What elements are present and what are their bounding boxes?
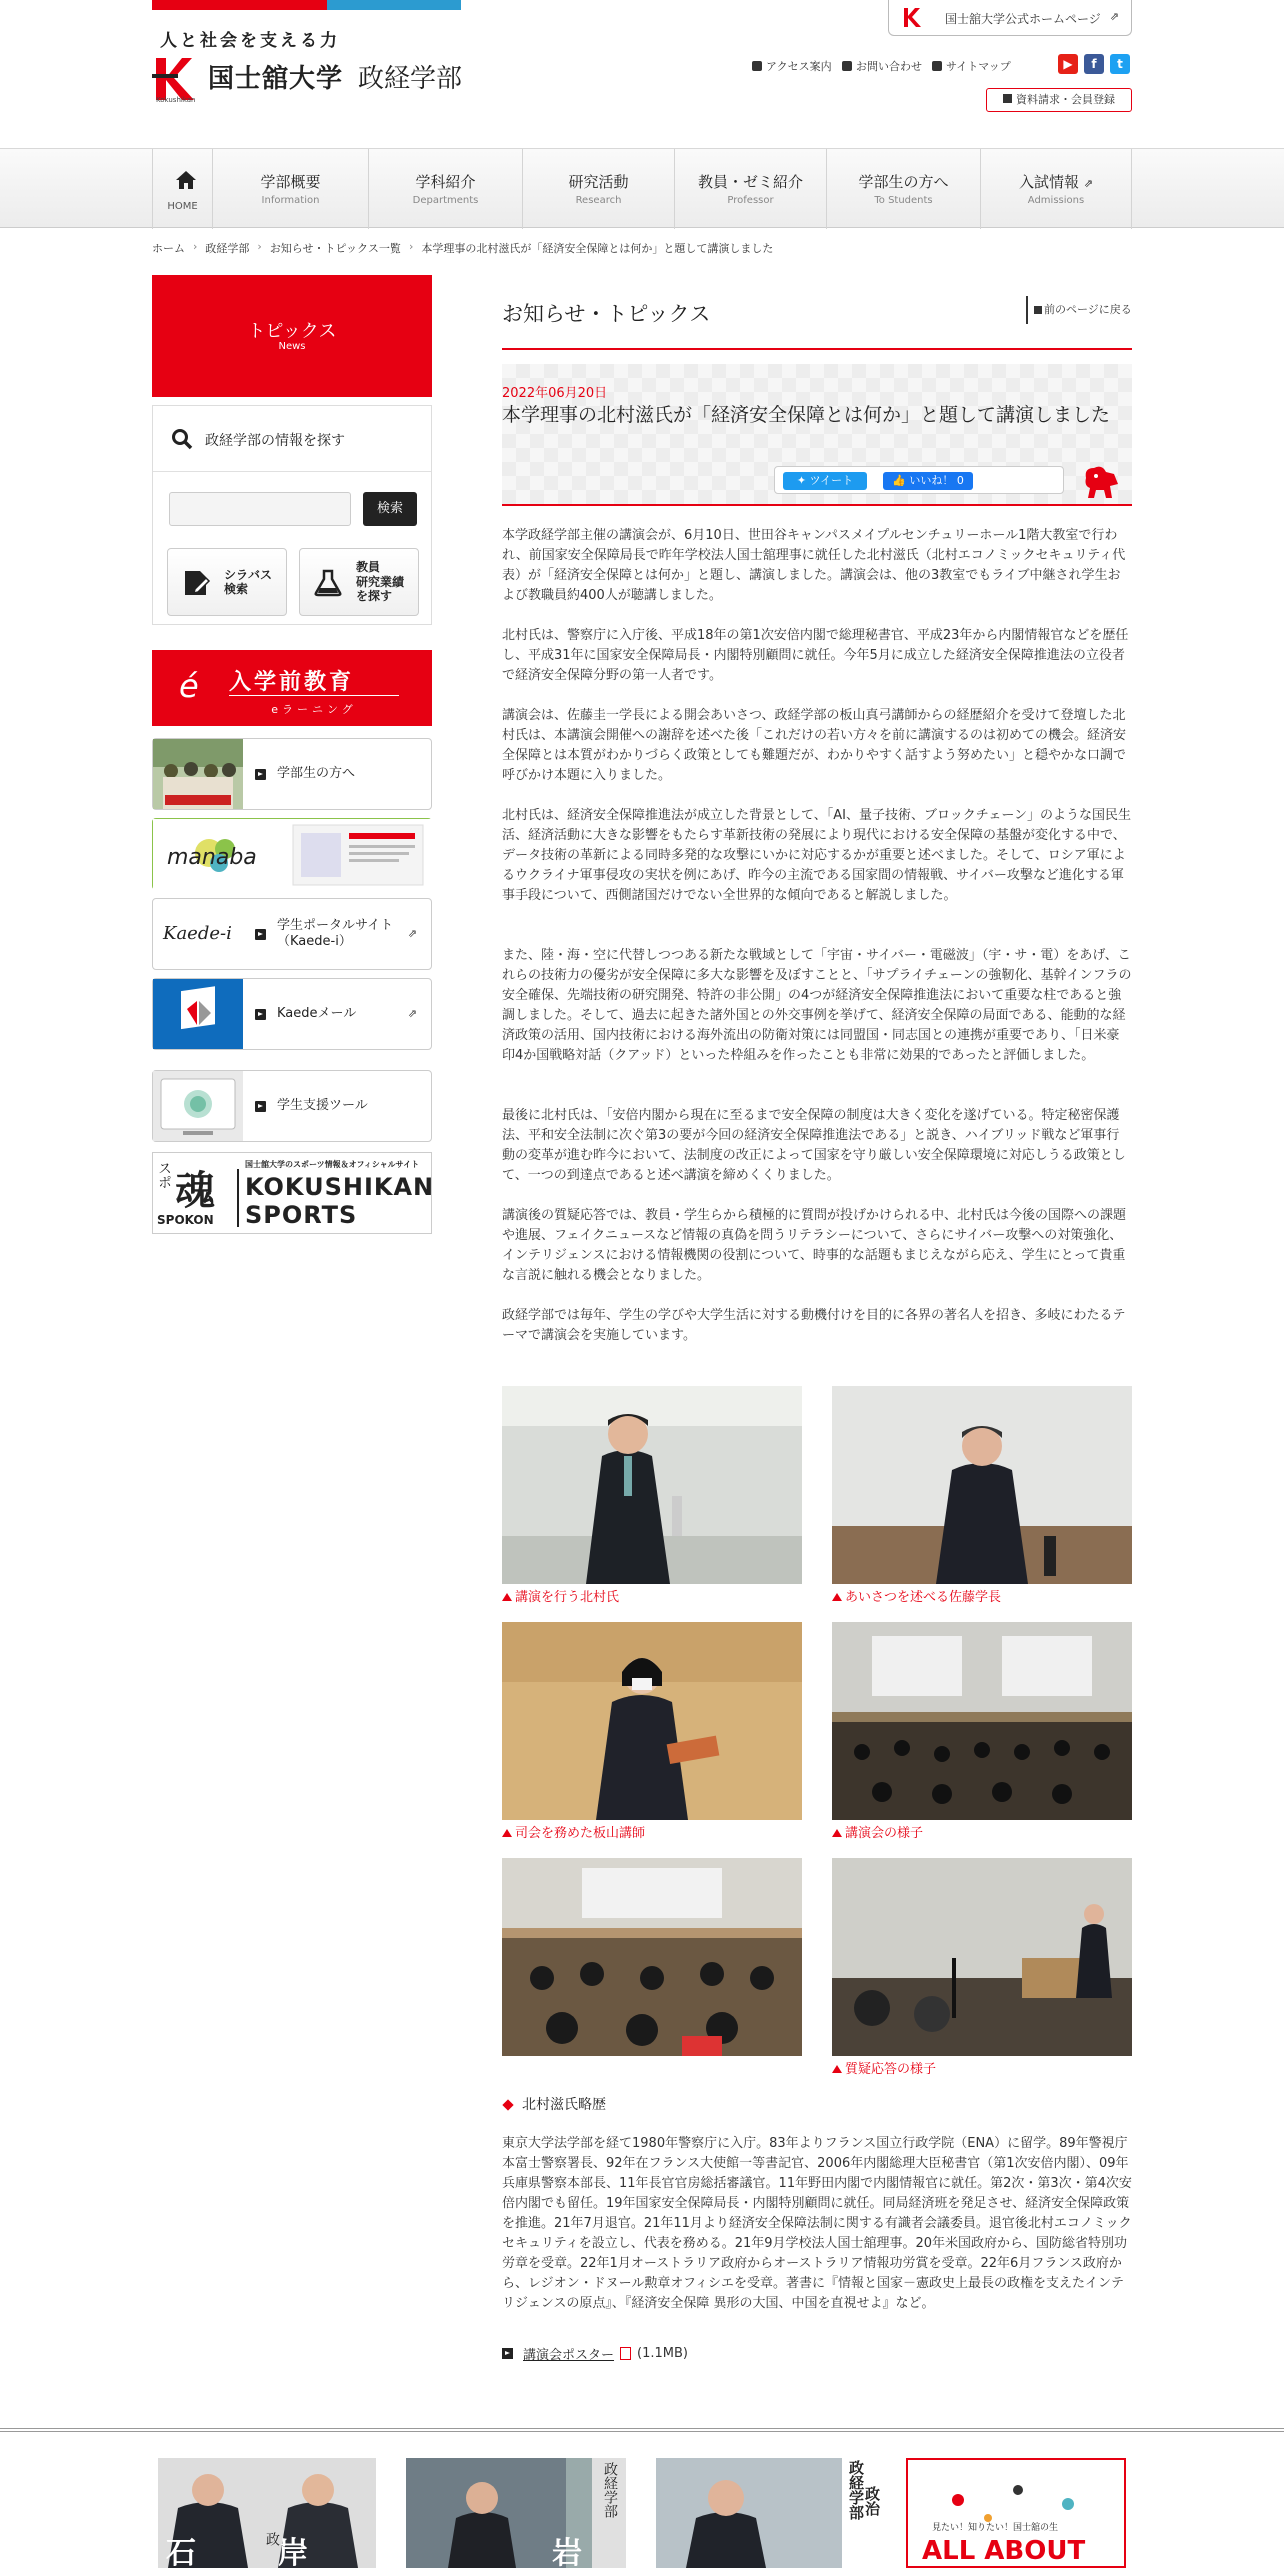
nav-label: 研究活動 — [568, 173, 629, 191]
poster-file-size: (1.1MB) — [637, 2346, 688, 2361]
footer-divider — [0, 2428, 1284, 2432]
footer-feature-card[interactable] — [656, 2458, 881, 2568]
syllabus-label: シラバス 検索 — [224, 567, 273, 596]
arrow-icon — [255, 1101, 266, 1112]
article-paragraph: 最後に北村氏は、「安倍内閣から現在に至るまで安全保障の制度は大きく変化を遂げている。特定秘密保護法、平和安全法制に次ぐ第3の要が今回の経済安全保障推進法である」と説き、ハイブリッド戦など軍事行動の変革が進む昨今において、法制度の改正によって国家を守り厳しい安全保障環境に対応しうる政策として、一つの到達点であると述べ講演を締めくくりました。 — [502, 1108, 1126, 1183]
search-icon — [171, 428, 193, 450]
link-label: Kaedeメール — [277, 1006, 357, 1022]
footer-feature-card[interactable] — [158, 2458, 376, 2571]
arrow-icon — [255, 929, 266, 940]
official-homepage-link[interactable] — [888, 0, 1132, 36]
spokon-sports-banner[interactable] — [152, 1152, 435, 1234]
faculty-search-label: 教員 研究業績 を探す — [356, 560, 405, 604]
all-about-caption: 見たい！知りたい！国士舘の生 — [932, 2523, 1059, 2533]
arrow-icon — [502, 2348, 513, 2359]
section-title: お知らせ・トピックス — [502, 302, 711, 326]
photo-itayama-mc — [502, 1622, 802, 1820]
footer-feature-card[interactable] — [406, 2458, 626, 2571]
nav-to-students[interactable] — [826, 149, 980, 229]
students-photo — [153, 739, 243, 809]
topics-sublabel: News — [278, 341, 306, 352]
photo-sato-greeting — [832, 1386, 1132, 1584]
divider — [502, 504, 1132, 506]
link-student-portal[interactable] — [152, 898, 432, 970]
breadcrumb-separator: › — [193, 240, 198, 253]
all-about-title: ALL ABOUT — [922, 2536, 1086, 2566]
article-date: 2022年06月20日 — [502, 386, 608, 401]
pre-enrollment-title: 入学前教育 — [229, 670, 355, 695]
bio-heading: 北村滋氏略歴 — [502, 2094, 606, 2114]
nav-home-label: HOME — [167, 201, 198, 212]
request-materials-label: 資料請求・会員登録 — [1016, 93, 1115, 106]
feature-photo — [656, 2458, 876, 2568]
nav-sublabel: Admissions — [1027, 195, 1085, 206]
link-student-support[interactable] — [152, 1070, 432, 1142]
feature-overlay-text: 岩 — [552, 2536, 582, 2571]
breadcrumb — [152, 240, 773, 256]
mascot-icon — [1080, 462, 1122, 502]
poster-link-label: 講演会ポスター — [523, 2348, 615, 2363]
nav-professor[interactable] — [674, 149, 826, 229]
like-label: いいね！ 0 — [909, 474, 964, 487]
manaba-label: manaba — [167, 845, 257, 870]
photo-lecture-hall — [832, 1622, 1132, 1820]
photo-caption: 質疑応答の様子 — [832, 2058, 936, 2077]
article-title: 本学理事の北村滋氏が「経済安全保障とは何か」と題して講演しました — [502, 404, 1111, 426]
breadcrumb-separator: › — [408, 240, 414, 253]
link-to-students[interactable] — [152, 738, 432, 810]
tweet-label: ツイート — [809, 474, 854, 487]
spokon-kanji: 魂 — [175, 1168, 215, 1214]
external-link-icon: ⇗ — [407, 1007, 417, 1020]
twitter-icon[interactable]: t — [1110, 54, 1130, 74]
sitemap-label: サイトマップ — [946, 60, 1011, 73]
back-button[interactable]: 前のページに戻る — [1026, 296, 1132, 324]
nav-label: 学部概要 — [260, 173, 321, 191]
external-link-icon: ⇗ — [1083, 177, 1093, 190]
divider — [237, 1169, 239, 1227]
nav-sublabel: Professor — [727, 195, 774, 206]
breadcrumb-faculty[interactable]: 政経学部 — [205, 242, 250, 255]
request-materials-button[interactable] — [986, 88, 1132, 112]
contact-label: お問い合わせ — [856, 60, 922, 73]
faculty-name: 政経学部 — [358, 64, 463, 94]
breadcrumb-topics[interactable]: お知らせ・トピックス一覧 — [269, 242, 401, 255]
link-label: 学部生の方へ — [277, 766, 356, 782]
document-icon — [182, 569, 210, 597]
article-paragraph: また、陸・海・空に代替しつつある新たな戦域として「宇宙・サイバー・電磁波」（宇・サ・電）をあげ、これらの技術力の優劣が安全保障に多大な影響を及ぼすことと、「サプライチェーンの強靭化、基幹インフラの安全確保、先端技術の研究開発、特許の非公開」の4つが経済安全保障推進法において重要な柱であると強調しました。そして、過去に起きた諸外国との外交事例を挙げて、経済安全保障の局面である、能動的な経済政策の活用、国内技術における海外流出の防衛対策には同盟国・同志国との連携が重要であり、「日米豪印4か国戦略対話（クアッド）といった枠組みを作ったことも非常に効果的であったと評価しました。 — [502, 948, 1132, 1063]
support-tool-image — [153, 1071, 243, 1141]
nav-label: 学科紹介 — [415, 173, 476, 191]
kokushikan-logo-icon — [901, 4, 927, 30]
feature-overlay-text: 政治 — [863, 2486, 881, 2516]
search-title: 政経学部の情報を探す — [205, 433, 345, 449]
photo-caption: 司会を務めた板山講師 — [502, 1822, 645, 1841]
nav-admissions-text: 入試情報 — [1018, 173, 1079, 191]
feature-overlay-text: 政経学部 — [847, 2460, 865, 2520]
pre-enrollment-elearning-banner[interactable] — [152, 650, 432, 726]
sidebar-search-box — [152, 405, 432, 625]
article-paragraph: 北村氏は、警察庁に入庁後、平成18年の第1次安倍内閣で総理秘書官、平成23年から内閣情報官などを歴任し、平成31年に国家安全保障局長・内閣特別顧問に就任。今年5月に成立した経済安全保障推進法の立役者で経済安全保障分野の第一人者です。 — [502, 628, 1129, 683]
mail-icon — [842, 61, 852, 71]
mail-app-icon — [153, 979, 243, 1049]
youtube-icon[interactable]: ▶ — [1058, 54, 1078, 74]
bio-text: 東京大学法学部を経て1980年警察庁に入庁。83年よりフランス国立行政学院（ENA）に留学。89年警視庁本富士警察署長、92年在フランス大使館一等書記官、2006年内閣総理大臣秘書官（第1次安倍内閣）、09年兵庫県警察本部長、11年長官官房総括審議官。11年野田内閣で内閣情報官に就任。第2次・第3次・第4次安倍内閣でも留任。19年国家安全保障局長・内閣特別顧問に就任。同局経済班を発足させ、経済安全保障政策を推進。21年7月退官。21年11月より経済安全保障法制に関する有識者会議委員。退官後北村エコノミックセキュリティを設立し、代表を務める。21年9月学校法人国士舘理事。20年米国政府から、国防総省特別功労章を受章。22年1月オーストラリア政府からオーストラリア情報功労賞を受章。22年6月フランス政府から、レジオン・ドヌール勲章オフィシエを受章。著書に『情報と国家－憲政史上最長の政権を支えたインテリジェンスの原点』、『経済安全保障 異形の大国、中国を直視せよ』など。 — [502, 2136, 1132, 2311]
feature-overlay-text: 政 — [264, 2532, 280, 2546]
article-paragraph: 政経学部では毎年、学生の学びや大学生活に対する動機付けを目的に各界の著名人を招き、多岐にわたるテーマで講演会を実施しています。 — [502, 1308, 1126, 1343]
university-name: 国士舘大学 — [208, 64, 344, 94]
official-homepage-label: 国士舘大学公式ホームページ — [945, 12, 1101, 26]
article-paragraph: 講演後の質疑応答では、教員・学生らから積極的に質問が投げかけられる中、北村氏は今後の国際への課題や進展、フェイクニュースなど情報の真偽を問うリテラシーについて、さらにサイバー攻撃への対策強化、インテリジェンスにおける情報機関の役割について、時事的な話題もまじえながら応え、学生にとって貴重な言説に触れる機会となりました。 — [502, 1208, 1127, 1283]
photo-kitamura-lecture — [502, 1386, 802, 1584]
spokon-kana: スポ — [156, 1161, 172, 1189]
photo-audience — [502, 1858, 802, 2056]
home-icon — [175, 169, 197, 191]
link-kaede-mail[interactable] — [152, 978, 432, 1050]
nav-information[interactable] — [212, 149, 368, 229]
spokon-caption: 国士舘大学のスポーツ情報＆オフィシャルサイト — [245, 1160, 420, 1169]
spokon-wordmark: SPOKON — [157, 1213, 214, 1227]
share-bar — [774, 466, 1064, 494]
nav-sublabel: Departments — [412, 195, 479, 206]
photo-caption: 講演会の様子 — [832, 1822, 923, 1841]
tagline: 人と社会を支える力 — [160, 31, 340, 51]
pdf-icon — [620, 2347, 631, 2360]
divider — [502, 348, 1132, 350]
external-link-icon: ⇗ — [1109, 10, 1119, 23]
topics-label: トピックス — [247, 321, 337, 342]
footer-all-about-card[interactable] — [906, 2458, 1126, 2568]
article-paragraph: 北村氏は、経済安全保障推進法が成立した背景として、「AI、量子技術、ブロックチェーン」のような国民生活、経済活動に大きな影響をもたらす革新技術の発展により現代における安全保障の基盤が変化する中で、データ技術の革新による同時多発的な攻撃にいかに対応するかが重要と述べました。そして、ロシア軍によるウクライナ軍事侵攻の実状を例にあげ、昨今の主流である国家間の情報戦、サイバー攻撃など進化する軍事手段について、西側諸国だけでない全世界的な傾向であると解説しました。 — [502, 808, 1132, 903]
link-label: 学生支援ツール — [277, 1098, 368, 1114]
spokon-title: KOKUSHIKAN — [245, 1173, 435, 1201]
kaede-logo: Kaede-i — [163, 923, 232, 944]
syllabus-search-button[interactable] — [167, 548, 287, 616]
bus-icon — [752, 61, 762, 71]
nav-sublabel: Information — [261, 195, 320, 206]
search-header — [153, 406, 431, 472]
flask-icon — [314, 569, 342, 597]
facebook-icon[interactable]: f — [1084, 54, 1104, 74]
site-logo[interactable] — [152, 52, 472, 106]
article-paragraph: 講演会は、佐藤圭一学長による開会あいさつ、政経学部の板山真弓講師からの経歴紹介を受けて登壇した北村氏は、本講演会開催への謝辞を述べた後「これだけの若い方々を前に講演するのは初めての機会。経済安全保障とは本質がわかりづらく政策としても難題だが、わかりやすく話すよう努めたい」と穏やかな口調で呼びかけ本題に入りました。 — [502, 708, 1127, 783]
breadcrumb-home[interactable]: ホーム — [152, 242, 185, 255]
nav-label: 教員・ゼミ紹介 — [697, 173, 803, 191]
photo-caption: 講演を行う北村氏 — [502, 1586, 619, 1605]
link-manaba[interactable] — [152, 818, 432, 890]
sitemap-link[interactable] — [932, 58, 1011, 74]
nav-label — [981, 171, 1131, 192]
brand-bar-blue — [327, 0, 461, 10]
feature-overlay-text: 石 — [166, 2536, 196, 2571]
contact-link[interactable] — [842, 58, 922, 74]
global-nav — [0, 148, 1284, 228]
like-button[interactable] — [883, 472, 973, 490]
arrow-icon — [1003, 94, 1012, 103]
breadcrumb-current: 本学理事の北村滋氏が「経済安全保障とは何か」と題して講演しました — [421, 242, 774, 255]
arrow-icon — [255, 769, 266, 780]
article-paragraph: 本学政経学部主催の講演会が、6月10日、世田谷キャンパスメイプルセンチュリーホール1階大教室で行われ、前国家安全保障局長で昨年学校法人国士舘理事に就任した北村滋氏（北村エコノミックセキュリティ代表）が「経済安全保障とは何か」と題し、講演しました。講演会は、他の3教室でもライブ中継され学生および教職員約400人が聴講しました。 — [502, 528, 1126, 603]
divider — [229, 695, 399, 696]
tweet-button[interactable] — [783, 472, 867, 490]
e-logo-icon: é — [179, 667, 199, 705]
faculty-research-search-button[interactable] — [299, 548, 419, 616]
photo-caption: あいさつを述べる佐藤学長 — [832, 1586, 1001, 1605]
photo-qa-session — [832, 1858, 1132, 2056]
nav-sublabel: Research — [575, 195, 622, 206]
twitter-icon: ✦ — [796, 474, 810, 487]
external-link-icon: ⇗ — [407, 927, 417, 940]
breadcrumb-separator: › — [257, 240, 262, 253]
search-button[interactable]: 検索 — [363, 492, 417, 526]
nav-sublabel: To Students — [874, 195, 933, 206]
feature-photo — [406, 2458, 626, 2568]
nav-research[interactable] — [522, 149, 674, 229]
poster-download-link[interactable] — [502, 2344, 688, 2363]
arrow-icon — [255, 1009, 266, 1020]
nav-admissions[interactable] — [980, 149, 1132, 229]
feature-overlay-text: 政経学部 — [602, 2462, 618, 2518]
search-input[interactable] — [169, 492, 351, 526]
feature-overlay-text: 岸 — [278, 2536, 308, 2571]
spokon-subtitle: SPORTS — [245, 1201, 358, 1229]
brand-bar-red — [152, 0, 327, 10]
thumbs-up-icon: 👍 — [892, 474, 910, 487]
nav-label: 学部生の方へ — [858, 173, 949, 191]
sitemap-icon — [932, 61, 942, 71]
logo-subtext: Kokushikan — [156, 96, 196, 104]
nav-home[interactable] — [152, 149, 212, 229]
access-link[interactable] — [752, 58, 832, 74]
link-label: 学生ポータルサイト （Kaede-i） — [277, 918, 394, 949]
sidebar-topics-heading — [152, 275, 432, 397]
pre-enrollment-subtitle: eラーニング — [271, 703, 357, 716]
access-label: アクセス案内 — [766, 60, 832, 73]
nav-departments[interactable] — [368, 149, 522, 229]
